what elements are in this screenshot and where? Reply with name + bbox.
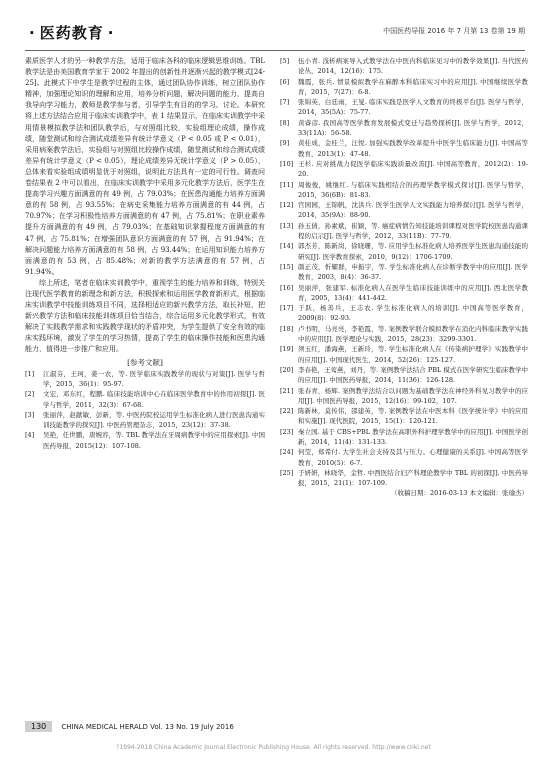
reference-item	[280, 118, 528, 139]
reference-text: 江淑芬，王珂，姜一农，等. 医学临床实践教学的现状与对策[J]. 医学与哲学，2015，36(1)：95-97.	[43, 369, 265, 388]
reference-text: 何莹，郑希付. 大学生社会支持及其与压力、心理健康的关系[J]. 中国高等医学教育，2010(5)：6-7.	[298, 448, 528, 467]
reference-text: 李春艳，王莺燕，刘丹，等. 案例教学法结合 PBL 模式在医学研究生临床教学中的应用[J]. 中国医药导报，2014，11(36)：126-128.	[298, 365, 528, 385]
page-footer	[25, 716, 285, 730]
section-title	[25, 22, 118, 43]
reference-item	[280, 262, 528, 283]
reference-text: 吴丽萍，张建军. 标准化病人在医学生临床技能训练中的应用[J]. 西北医学教育，2005，13(4)：441-442.	[298, 283, 528, 302]
reference-item	[280, 468, 528, 489]
reference-item	[280, 427, 528, 448]
references-list-left	[25, 369, 265, 451]
page-number: 130	[25, 721, 52, 732]
reference-item	[25, 430, 265, 451]
reference-item	[280, 77, 528, 98]
reference-item	[25, 369, 265, 390]
reference-number: [25]	[280, 468, 294, 477]
reference-number: [11]	[280, 180, 294, 189]
reference-item	[280, 221, 528, 242]
right-column	[280, 56, 528, 498]
reference-number: [3]	[25, 410, 35, 419]
reference-text: 郭杰芳，陈新岗，徐晓珊，等. 应用学生标准化病人培养医学生医患沟通技能的研究[J]. 医学教育探索，2010，9(12)：1706-1709.	[298, 242, 528, 261]
reference-text: 魏霞，张兵. 情景模拟教学在麻醉本科临床实习中的应用[J]. 中国继续医学教育，2015，7(27)：6-8.	[298, 77, 528, 96]
copyright-line: ?1994-2018 China Academic Journal Electronic Publishing House. All rights reserved. http://www.cnki.net	[116, 744, 431, 751]
reference-text: 张丽萍，赵献敏，彭新，等. 中医药院校运用学生标准化病人进行医患沟通实训技能教学的探究[J]. 中医药管理杂志，2015，23(12)：37-38.	[43, 410, 265, 430]
reference-item	[280, 365, 528, 386]
reference-text: 文宏，邓东红，程鹏. 临床技能培训中心在临床医学教育中的作用初探[J]. 医学与哲学，2011，32(3)：67-68.	[43, 390, 265, 409]
reference-number: [22]	[280, 407, 294, 416]
reference-text: 于妍妍，林晓华，金哲. 中西医结合妇产科理论教学中 TBL 的初探[J]. 中医药导报，2015，21(1)：107-109.	[298, 468, 528, 488]
reference-text: 张春青，杨辉. 案例教学法结合以问题为基础教学法在神经外科见习教学中的应用[J]. 中国医药导报，2015，12(16)：99-102，107.	[298, 386, 528, 405]
reference-text: 吴艳，任世鹏，唐婉容，等. TBL 教学法在牙周病教学中的应用探索[J]. 中国医药导报，2015(12)：107-108.	[43, 431, 265, 450]
reference-item	[280, 344, 528, 365]
reference-number: [13]	[280, 221, 294, 230]
reference-item	[280, 283, 528, 304]
reference-number: [7]	[280, 98, 290, 107]
reference-number: [17]	[280, 304, 294, 313]
reference-number: [24]	[280, 448, 294, 457]
reference-item	[280, 241, 528, 262]
reference-item	[280, 138, 528, 159]
reference-item	[280, 159, 528, 180]
page-header	[25, 22, 525, 46]
reference-number: [4]	[25, 431, 35, 440]
reference-item	[25, 410, 265, 431]
reference-text: 张锦英，白廷雨，王旻. 临床实践是医学人文教育的终极平台[J]. 医学与哲学，2014，35(5A)：75-77.	[298, 98, 528, 117]
reference-number: [10]	[280, 159, 294, 168]
reference-number: [12]	[280, 201, 294, 210]
reference-text: 陈新林，莫传伟，邵建英，等. 案例教学法在中医本科《医学统计学》中的应用和实施[J]. 现代医院，2015，15(1)：120-121.	[298, 407, 528, 426]
reference-number: [8]	[280, 118, 290, 127]
reference-text: 卢书明，马亮亮，李艳霞，等. 案例教学联合模拟教学在消化内科临床教学实践中的应用[J]. 医学理论与实践，2015，28(23)：3299-3301.	[298, 324, 528, 344]
section-name: 医药教育	[39, 24, 104, 42]
reference-number: [19]	[280, 345, 294, 354]
header-rule	[25, 50, 525, 51]
reference-text: 颜正茂，忻耀群，申振宇，等. 学生标准化病人在诊断学教学中的应用[J]. 医学教育，2003，8(4)：36-37.	[298, 262, 528, 282]
reference-number: [2]	[25, 390, 35, 399]
reference-item	[280, 406, 528, 427]
reference-number: [23]	[280, 427, 294, 436]
reference-item	[280, 324, 528, 345]
reference-text: 官园园，王锦帆，沈洪兵. 医学生医学人文实践能力培养探讨[J]. 医学与哲学，2014，35(9A)：88-90.	[298, 201, 528, 220]
reference-number: [6]	[280, 77, 290, 86]
journal-issue: 中国医药导报 2016 年 7 月第 13 卷第 19 期	[383, 27, 525, 35]
reference-number: [1]	[25, 369, 35, 378]
left-column	[25, 56, 265, 451]
reference-text: 于跃，杨善兵，王志农. 学生标准化病人的培训[J]. 中国高等医学教育，2009(8)：92-93.	[298, 304, 528, 323]
reference-text: 孙玉倩，孙素斌，崔颖，等. 癌症病情告知技能培训课程对医学院校医患沟通课程的启示[J]. 医学与哲学，2012，33(11B)：77-79.	[298, 221, 528, 241]
reference-number: [14]	[280, 242, 294, 251]
reference-item	[280, 97, 528, 118]
reference-item	[280, 200, 528, 221]
reference-text: 秦立国. 基于 CBS+PBL 教学法在高职外科护理学教学中的应用[J]. 中国医学创新，2014，11(4)：131-133.	[298, 427, 528, 446]
reference-number: [21]	[280, 386, 294, 395]
reference-item	[25, 389, 265, 410]
reference-number: [15]	[280, 262, 294, 271]
reference-text: 周俊俊，姚继红. 与临床实践相结合的药理学教学模式探讨[J]. 医学与哲学，2015，36(6B)：81-83.	[298, 180, 528, 199]
reference-text: 王杉. 应对挑战力促医学临床实践质量改善[J]. 中国高等教育，2012(2)：19-20.	[298, 159, 528, 179]
reference-number: [9]	[280, 139, 290, 148]
reference-number: [18]	[280, 324, 294, 333]
references-list-right	[280, 56, 528, 488]
section-dot-left: ·	[29, 24, 36, 42]
reference-number: [16]	[280, 283, 294, 292]
reference-item	[280, 180, 528, 201]
section-dot-right: ·	[107, 24, 115, 42]
reference-text: 黄睿彦. 我国高等医学教育发展模式变迁与趋势探析[J]. 医学与哲学，2012，33(11A)：56-58.	[298, 118, 528, 138]
reference-item	[280, 386, 528, 407]
reference-text: 须玉红，潘海燕，王新玲，等. 学生标准化病人在《传染病护理学》实践教学中的应用[J]. 中国现代医生，2014，52(26)：125-127.	[298, 345, 528, 364]
received-date: （收稿日期：2016-03-13 本文编辑：张瑜杰）	[390, 489, 528, 498]
reference-number: [5]	[280, 57, 290, 65]
reference-text: 伍小青. 浅析病案导入式教学法在中医内科临床见习中的教学效果[J]. 当代医药论丛，2014，12(16)：175.	[298, 57, 528, 76]
footer-journal: CHINA MEDICAL HERALD Vol. 13 No. 19 July 2016	[61, 722, 234, 731]
body-paragraph-2: 综上所述，笔者在临床实训教学中，重视学生的能力培养和训练，特别关注现代医学教育的新理念和新方法，积极探索和运用医学教育新形式，根据临床实训教学中技能训练项目不同，选择相适应的新兴教学方法，取长补短，把新兴教学方法和临床技能训练项目恰当结合，综合运用多元化教学形式，有效解决了实践教学需求和实践教学现状的矛盾冲突，为学生提供了安全有效的临床实践环境，激发了学生的学习热情，提高了学生的临床操作技能和医患沟通能力，值得进一步推广和应用。	[25, 278, 265, 354]
reference-item	[280, 447, 528, 468]
reference-text: 黄桂成，金桂兰，汪悦. 加强实践教学改革提升中医学生临床能力[J]. 中国高等教育，2013(1)：47-48.	[298, 139, 528, 158]
references-title: [参考文献]	[127, 357, 163, 367]
reference-number: [20]	[280, 365, 294, 374]
body-paragraph-1: 素质医学人才的另一种教学方法，适用于临床各科的临床逻辑思维训练。TBL 教学法是由美国教育学家于 2002 年提出的创新性并逐渐兴起的教学模式[24-25]。此模式下中学生是教学过程的主体，通过团队协作训练，树立团队协作精神，加强理论知识的理解和应用，培养分析问题，解决问题的能力，提高自我导向学习能力，教师是教学参与者，引导学生有目的的学习、讨论。本研究将上述方法结合应用于临床实训教学中，表 1 结果显示，在临床实训教学中采用情景模拟教学法和团队教学后，与对照组比较，实验组理论成绩，操作成绩，随堂测试和综合测试成绩差异有统计学意义（P < 0.05 或 P < 0.01），采用病案教学法后，实验组与对照组比较操作成绩，随堂测试和综合测试成绩差异有统计学意义（P < 0.05），理论成绩差异无统计学意义（P > 0.05），总体来看实验组成绩明显优于对照组，说明此方法具有一定的可行性。调查问卷结果表 2 中可以看出，在临床实训教学中采用多元化教学方法后，医学生在提高学习兴趣方面满意的有 49 例，占 79.03%；在医患沟通能力培养方面满意的有 58 例，占 93.55%；在病史采集能力培养方面满意的有 44 例，占 70.97%；在学习积极性培养方面满意的有 47 例，占 75.81%；在职业素养提升方面满意的有 49 例，占 79.03%；在基础知识掌握程度方面满意的有 47 例，占 75.81%；在增强团队意识方面满意的有 57 例，占 91.94%；在解决问题能力培养方面满意的有 58 例，占 93.44%；在运用知识能力培养方面满意的有 53 例，占 85.48%；对新的教学方法满意的有 57 例，占 91.94%。	[25, 57, 265, 276]
reference-item	[280, 303, 528, 324]
reference-item	[280, 56, 528, 77]
